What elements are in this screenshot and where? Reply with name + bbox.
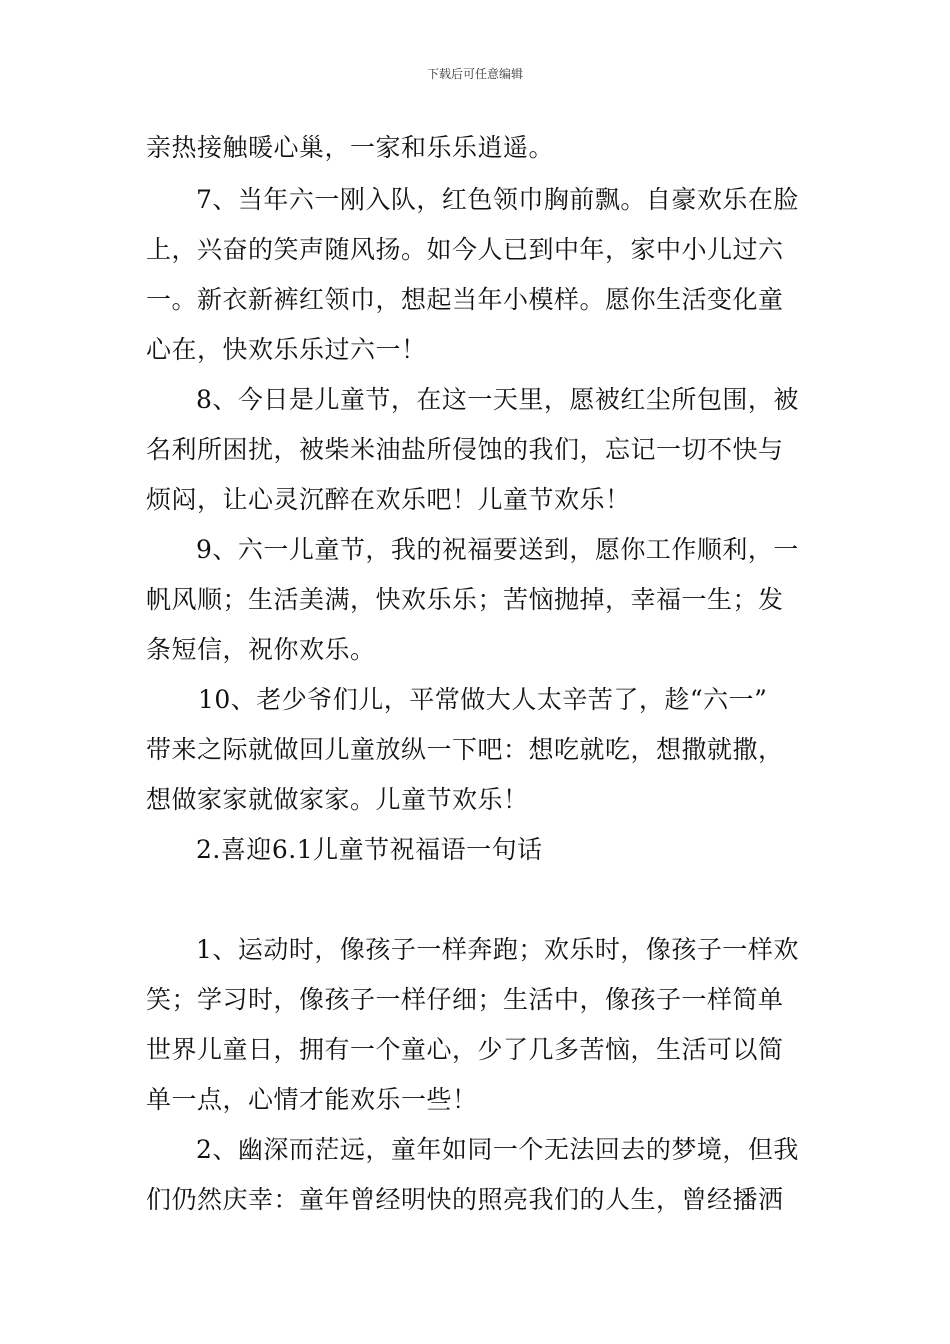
text-line: 9、六一儿童节，我的祝福要送到，愿你工作顺利，一 xyxy=(196,535,799,564)
text-line: 上，兴奋的笑声随风扬。如今人已到中年，家中小儿过六 xyxy=(146,235,784,264)
text-line: 1、运动时，像孩子一样奔跑；欢乐时，像孩子一样欢 xyxy=(196,935,799,964)
text-line: 想做家家就做家家。儿童节欢乐！ xyxy=(146,785,529,814)
text-line: 2、幽深而茫远，童年如同一个无法回去的梦境，但我 xyxy=(196,1135,799,1164)
text-line: 帆风顺；生活美满，快欢乐乐；苦恼抛掉，幸福一生；发 xyxy=(146,585,784,614)
text-line: 带来之际就做回儿童放纵一下吧：想吃就吃，想撒就撒， xyxy=(146,735,784,764)
page-header: 下载后可任意编辑 xyxy=(426,67,523,81)
text-line: 7、当年六一刚入队，红色领巾胸前飘。自豪欢乐在脸 xyxy=(196,185,799,214)
text-line: 亲热接触暖心巢，一家和乐乐逍遥。 xyxy=(146,133,555,162)
text-line: 烦闷，让心灵沉醉在欢乐吧！儿童节欢乐！ xyxy=(146,485,631,514)
text-line: 8、今日是儿童节，在这一天里，愿被红尘所包围，被 xyxy=(196,385,799,414)
text-line: 单一点，心情才能欢乐一些！ xyxy=(146,1085,478,1114)
text-line: 心在，快欢乐乐过六一！ xyxy=(146,335,427,364)
text-line: 名利所困扰，被柴米油盐所侵蚀的我们，忘记一切不快与 xyxy=(146,435,784,464)
text-line: 一。新衣新裤红领巾，想起当年小模样。愿你生活变化童 xyxy=(146,285,784,314)
text-line: 们仍然庆幸：童年曾经明快的照亮我们的人生，曾经播洒 xyxy=(146,1185,784,1214)
section-heading: 2.喜迎6.1儿童节祝福语一句话 xyxy=(196,835,543,864)
text-line: 世界儿童日，拥有一个童心，少了几多苦恼，生活可以简 xyxy=(146,1035,784,1064)
text-line: 条短信，祝你欢乐。 xyxy=(146,635,376,664)
text-line: 10、老少爷们儿，平常做大人太辛苦了，趁“六一” xyxy=(198,685,768,714)
text-line: 笑；学习时，像孩子一样仔细；生活中，像孩子一样简单 xyxy=(146,985,784,1014)
